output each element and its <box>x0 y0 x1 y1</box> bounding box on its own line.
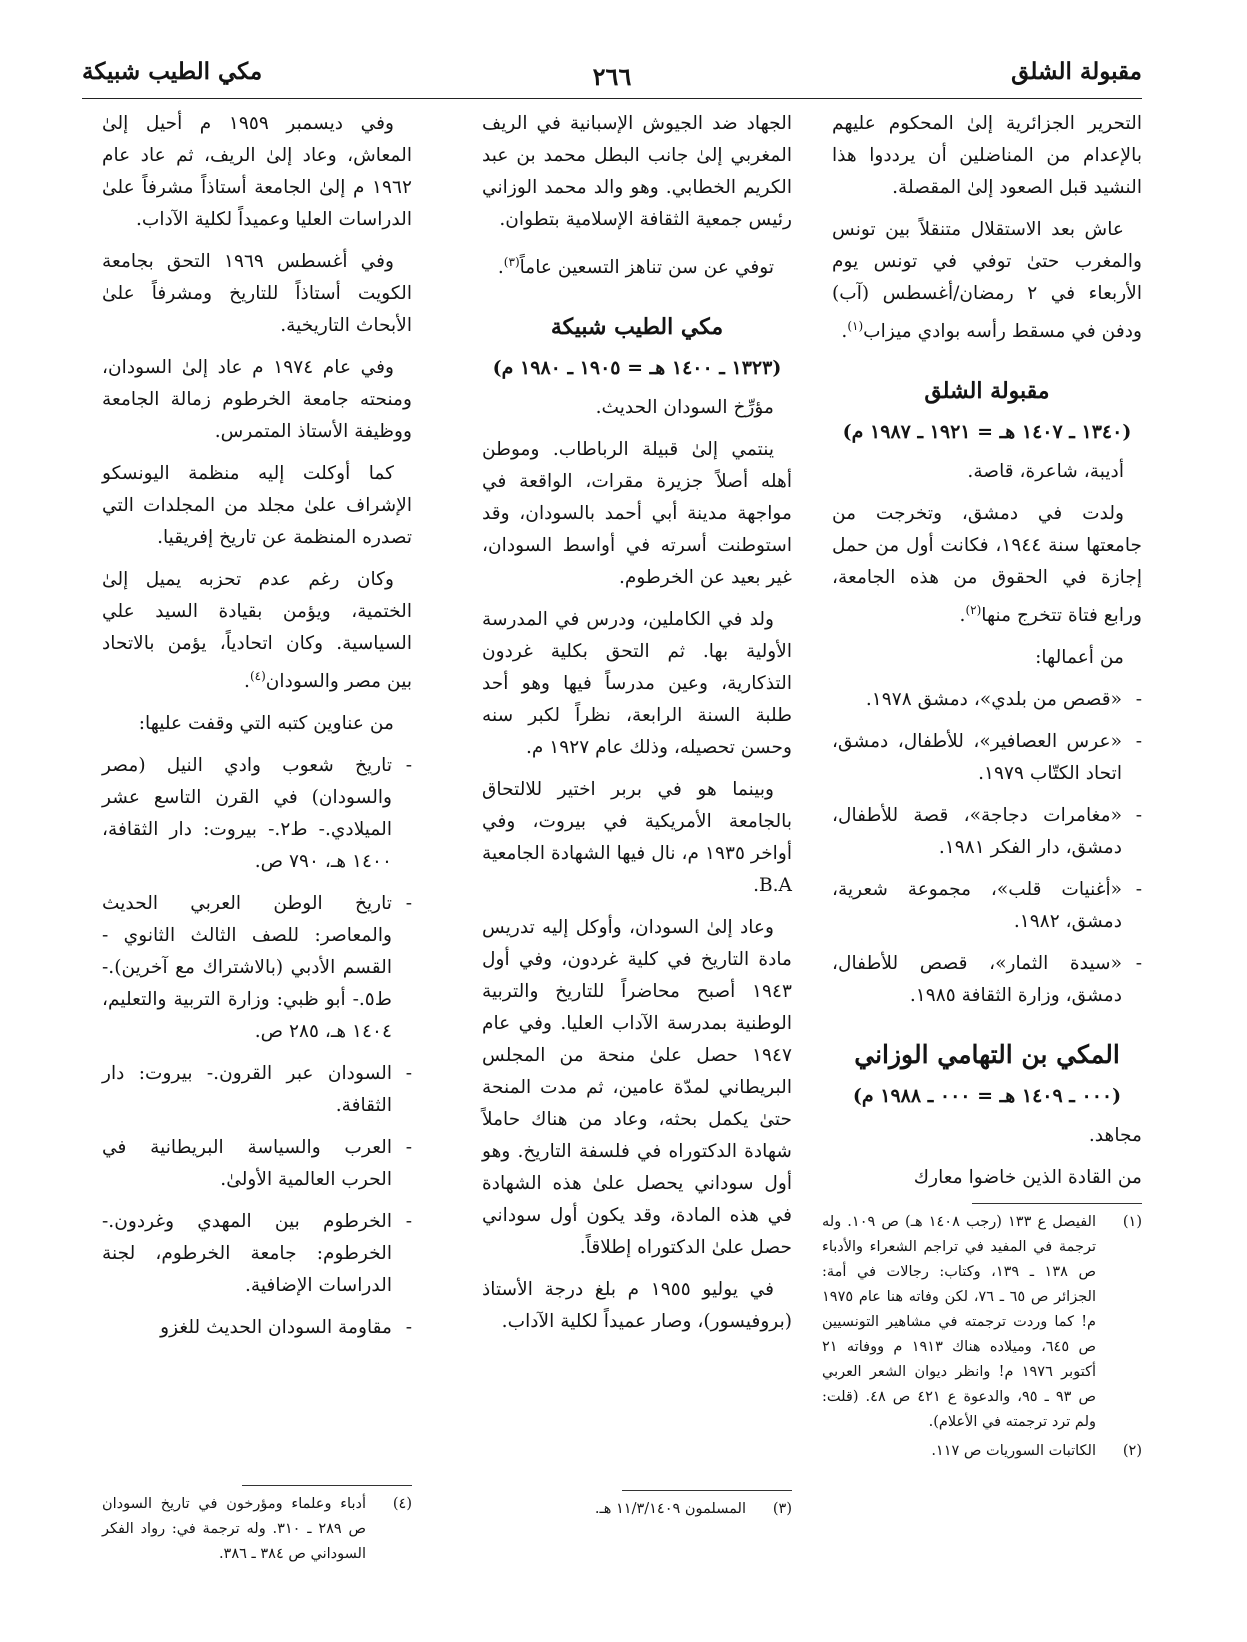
footnote-number: (٣) <box>772 1501 792 1517</box>
paragraph-text: الجهاد ضد الجيوش الإسبانية في الريف المغربي إلىٰ جانب البطل محمد بن عبد الكريم الخطابي. وهو والد محمد الوزاني رئيس جمعية الثقافة الإسلامية بتطوان. <box>482 113 792 230</box>
list-item-text: «سيدة الثمار»، قصص للأطفال، دمشق، وزارة الثقافة ١٩٨٥. <box>832 953 1122 1007</box>
list-item-text: «مغامرات دجاجة»، قصة للأطفال، دمشق، دار الفكر ١٩٨١. <box>832 805 1122 859</box>
paragraph <box>102 564 412 698</box>
list-item <box>832 948 1142 1012</box>
list-dash: - <box>1135 953 1142 975</box>
footnote-rule <box>622 1490 792 1491</box>
list-item-text: تاريخ الوطن العربي الحديث والمعاصر: للصف الثالث الثانوي - القسم الأدبي (بالاشتراك مع آخرين).- ط٥.- أبو ظبي: وزارة التربية والتعليم، ١٤٠٤ هـ، ٢٨٥ ص. <box>102 893 392 1043</box>
paragraph-text: من القادة الذين خاضوا معارك <box>913 1167 1142 1189</box>
footnote <box>102 1492 412 1567</box>
footnotes-left <box>102 1492 412 1571</box>
paragraph <box>482 912 792 1264</box>
paragraph <box>102 108 412 236</box>
list-item <box>102 888 412 1048</box>
footnote-text: الكاتبات السوريات ص ١١٧. <box>931 1443 1096 1459</box>
paragraph <box>102 458 412 554</box>
paragraph <box>482 604 792 764</box>
list-item <box>832 684 1142 716</box>
paragraph-end: . <box>244 671 250 693</box>
list-item <box>102 1058 412 1122</box>
paragraph <box>832 498 1142 632</box>
footnote-rule <box>972 1203 1142 1204</box>
column-middle <box>482 108 792 1348</box>
footnote <box>822 1439 1142 1464</box>
entry-title: مكي الطيب شبيكة <box>550 314 724 341</box>
footnote-number: (١) <box>1122 1214 1142 1230</box>
list-dash: - <box>405 755 412 777</box>
list-item-text: «عرس العصافير»، للأطفال، دمشق، اتحاد الكتّاب ١٩٧٩. <box>832 731 1122 785</box>
footnote <box>822 1210 1142 1435</box>
paragraph <box>482 434 792 594</box>
books-label-text: من عناوين كتبه التي وقفت عليها: <box>138 713 394 735</box>
header-rule <box>82 98 1142 99</box>
footnotes-right <box>822 1210 1142 1468</box>
footnote-marker[interactable]: (١) <box>847 319 864 333</box>
paragraph-text: وبينما هو في بربر اختير للالتحاق بالجامعة الأمريكية في بيروت، وفي أواخر ١٩٣٥ م، نال فيها الشهادة الجامعية B.A. <box>482 779 792 897</box>
list-item <box>102 1312 412 1344</box>
books-list <box>102 750 412 1344</box>
paragraph-text: وفي ديسمبر ١٩٥٩ م أحيل إلىٰ المعاش، وعاد إلىٰ الريف، ثم عاد عام ١٩٦٢ م إلىٰ الجامعة أستاذاً مشرفاً علىٰ الدراسات العليا وعميداً لكلية الآداب. <box>102 113 412 230</box>
list-dash: - <box>1135 879 1142 901</box>
footnote-rule <box>242 1485 412 1486</box>
list-dash: - <box>1135 689 1142 711</box>
entry-description <box>482 392 792 424</box>
footnote-text: المسلمون ١١/٣/١٤٠٩ هـ. <box>594 1501 746 1517</box>
footnote-text: الفيصل ع ١٣٣ (رجب ١٤٠٨ هـ) ص ١٠٩. وله ترجمة في المفيد في تراجم الشعراء والأدباء ص ١٣٨ ـ ١٣٩، وكتاب: رجالات في أمة: الجزائر ص ٦٥ ـ ٧٦، لكن وفاته هنا عام ١٩٧٥ م! كما وردت ترجمته في مشاهير التونسيين ص ٦٤٥، وميلاده هناك ١٩١٣ م ووفاته ٢١ أكتوبر ١٩٧٦ م! وانظر ديوان الشعر العربي ص ٩٣ ـ ٩٥، والدعوة ع ٤٢١ ص ٤٨. (قلت: ولم ترد ترجمته في الأعلام). <box>822 1214 1097 1430</box>
list-dash: - <box>1135 731 1142 753</box>
list-dash: - <box>1135 805 1142 827</box>
paragraph-text: في يوليو ١٩٥٥ م بلغ درجة الأستاذ (بروفيسور)، وصار عميداً لكلية الآداب. <box>482 1279 792 1333</box>
paragraph-text: عاش بعد الاستقلال متنقلاً بين تونس والمغرب حتىٰ توفي في تونس يوم الأربعاء في ٢ رمضان/أغسطس (آب) ودفن في مسقط رأسه بوادي ميزاب <box>832 219 1142 343</box>
entry-description <box>832 1120 1142 1152</box>
paragraph-end: . <box>959 605 966 627</box>
entry-title: المكي بن التهامي الوزاني <box>854 1040 1120 1070</box>
list-item-text: السودان عبر القرون.- بيروت: دار الثقافة. <box>102 1063 392 1117</box>
paragraph <box>482 108 792 236</box>
footnotes-middle <box>482 1497 792 1526</box>
paragraph-end: . <box>841 321 848 343</box>
list-dash: - <box>405 1317 412 1339</box>
paragraph-text: كما أوكلت إليه منظمة اليونسكو الإشراف علىٰ مجلد من المجلدات التي تصدره المنظمة عن تاريخ إفريقيا. <box>102 463 412 548</box>
works-label <box>832 642 1142 674</box>
works-list <box>832 684 1142 1012</box>
entry-description <box>832 456 1142 488</box>
paragraph-end: . <box>497 257 504 279</box>
paragraph <box>102 246 412 342</box>
paragraph <box>482 1274 792 1338</box>
entry-dates: (٠٠٠ ـ ١٤٠٩ هـ = ٠٠٠ ـ ١٩٨٨ م) <box>852 1085 1122 1108</box>
books-label <box>102 708 412 740</box>
list-item-text: مقاومة السودان الحديث للغزو <box>160 1317 392 1339</box>
column-right <box>832 108 1142 1204</box>
list-dash: - <box>405 1137 412 1159</box>
paragraph-text: ينتمي إلىٰ قبيلة الرباطاب. وموطن أهله أصلاً جزيرة مقرات، الواقعة في مواجهة مدينة أبي أحمد بالسودان، وقد استوطنت أسرته في أواسط السودان، غير بعيد عن الخرطوم. <box>482 439 792 589</box>
footnote <box>482 1497 792 1522</box>
paragraph <box>482 774 792 902</box>
list-item <box>832 800 1142 864</box>
paragraph <box>102 352 412 448</box>
column-left <box>102 108 412 1354</box>
entry-dates: (١٣٤٠ ـ ١٤٠٧ هـ = ١٩٢١ ـ ١٩٨٧ م) <box>842 421 1132 444</box>
list-dash: - <box>405 1211 412 1233</box>
list-item-text: تاريخ شعوب وادي النيل (مصر والسودان) في القرن التاسع عشر الميلادي.- ط٢.- بيروت: دار الثقافة، ١٤٠٠ هـ، ٧٩٠ ص. <box>102 755 392 873</box>
footnote-number: (٤) <box>392 1496 412 1512</box>
page-number: ٢٦٦ <box>592 62 632 91</box>
entry-title: مقبولة الشلق <box>924 378 1050 405</box>
footnote-marker[interactable]: (٤) <box>249 669 266 683</box>
entry-description-text: أديبة، شاعرة، قاصة. <box>967 461 1124 483</box>
list-item <box>832 726 1142 790</box>
entry-dates: (١٣٢٣ ـ ١٤٠٠ هـ = ١٩٠٥ ـ ١٩٨٠ م) <box>492 357 782 380</box>
entry-description-text: مؤرِّخ السودان الحديث. <box>595 397 774 419</box>
list-item <box>102 750 412 878</box>
list-item-text: العرب والسياسة البريطانية في الحرب العالمية الأولىٰ. <box>102 1137 392 1191</box>
paragraph <box>832 1162 1142 1194</box>
paragraph-text: ولدت في دمشق، وتخرجت من جامعتها سنة ١٩٤٤، فكانت أول من حمل إجازة في الحقوق من هذه الجامعة، ورابع فتاة تتخرج منها <box>832 503 1142 627</box>
paragraph-text: ولد في الكاملين، ودرس في المدرسة الأولية بها. ثم التحق بكلية غردون التذكارية، وعين مدرساً فيها وهو أحد طلبة السنة الرابعة، نظراً لكبر سنه وحسن تحصيله، وذلك عام ١٩٢٧ م. <box>482 609 792 759</box>
list-item <box>102 1132 412 1196</box>
list-dash: - <box>405 893 412 915</box>
header-right-title: مقبولة الشلق <box>1011 58 1142 85</box>
list-item-text: «أغنيات قلب»، مجموعة شعرية، دمشق، ١٩٨٢. <box>832 879 1122 933</box>
paragraph-text: وكان رغم عدم تحزبه يميل إلىٰ الختمية، ويؤمن بقيادة السيد علي السياسية. وكان اتحادياً، يؤمن بالاتحاد بين مصر والسودان <box>102 569 412 693</box>
paragraph-text: وعاد إلىٰ السودان، وأوكل إليه تدريس مادة التاريخ في كلية غردون، وفي أول ١٩٤٣ أصبح محاضراً للتاريخ والتربية الوطنية بمدرسة الآداب العليا. وفي عام ١٩٤٧ حصل علىٰ منحة من المجلس البريطاني لمدّة عامين، ثم مدت المنحة حتىٰ يكمل بحثه، وعاد من هناك حاملاً شهادة الدكتوراه في فلسفة التاريخ. وهو أول سوداني يحصل علىٰ هذه الشهادة في هذه المادة، وقد يكون أول سوداني حصل علىٰ الدكتوراه إطلاقاً. <box>482 917 792 1259</box>
footnote-text: أدباء وعلماء ومؤرخون في تاريخ السودان ص ٢٨٩ ـ ٣١٠. وله ترجمة في: رواد الفكر السوداني ص ٣٨٤ ـ ٣٨٦. <box>102 1496 367 1562</box>
list-dash: - <box>405 1063 412 1085</box>
paragraph <box>482 246 792 284</box>
list-item <box>832 874 1142 938</box>
paragraph <box>832 214 1142 348</box>
header-left-title: مكي الطيب شبيكة <box>82 58 263 85</box>
list-item-text: «قصص من بلدي»، دمشق ١٩٧٨. <box>865 689 1122 711</box>
running-header <box>82 58 1142 98</box>
paragraph-text: التحرير الجزائرية إلىٰ المحكوم عليهم بالإعدام من المناضلين أن يرددوا هذا النشيد قبل الصعود إلىٰ المقصلة. <box>832 113 1142 198</box>
paragraph <box>832 108 1142 204</box>
entry-description-text: مجاهد. <box>1088 1125 1142 1147</box>
paragraph-text: توفي عن سن تناهز التسعين عاماً <box>519 257 774 279</box>
footnote-marker[interactable]: (٢) <box>965 603 982 618</box>
footnote-number: (٢) <box>1122 1443 1142 1459</box>
footnote-marker[interactable]: (٣) <box>503 255 520 269</box>
paragraph-text: وفي أغسطس ١٩٦٩ التحق بجامعة الكويت أستاذاً للتاريخ ومشرفاً علىٰ الأبحاث التاريخية. <box>102 251 412 336</box>
works-label-text: من أعمالها: <box>1035 647 1124 669</box>
list-item <box>102 1206 412 1302</box>
paragraph-text: وفي عام ١٩٧٤ م عاد إلىٰ السودان، ومنحته جامعة الخرطوم زمالة الجامعة ووظيفة الأستاذ المتمرس. <box>102 357 412 442</box>
list-item-text: الخرطوم بين المهدي وغردون.- الخرطوم: جامعة الخرطوم، لجنة الدراسات الإضافية. <box>102 1211 392 1297</box>
